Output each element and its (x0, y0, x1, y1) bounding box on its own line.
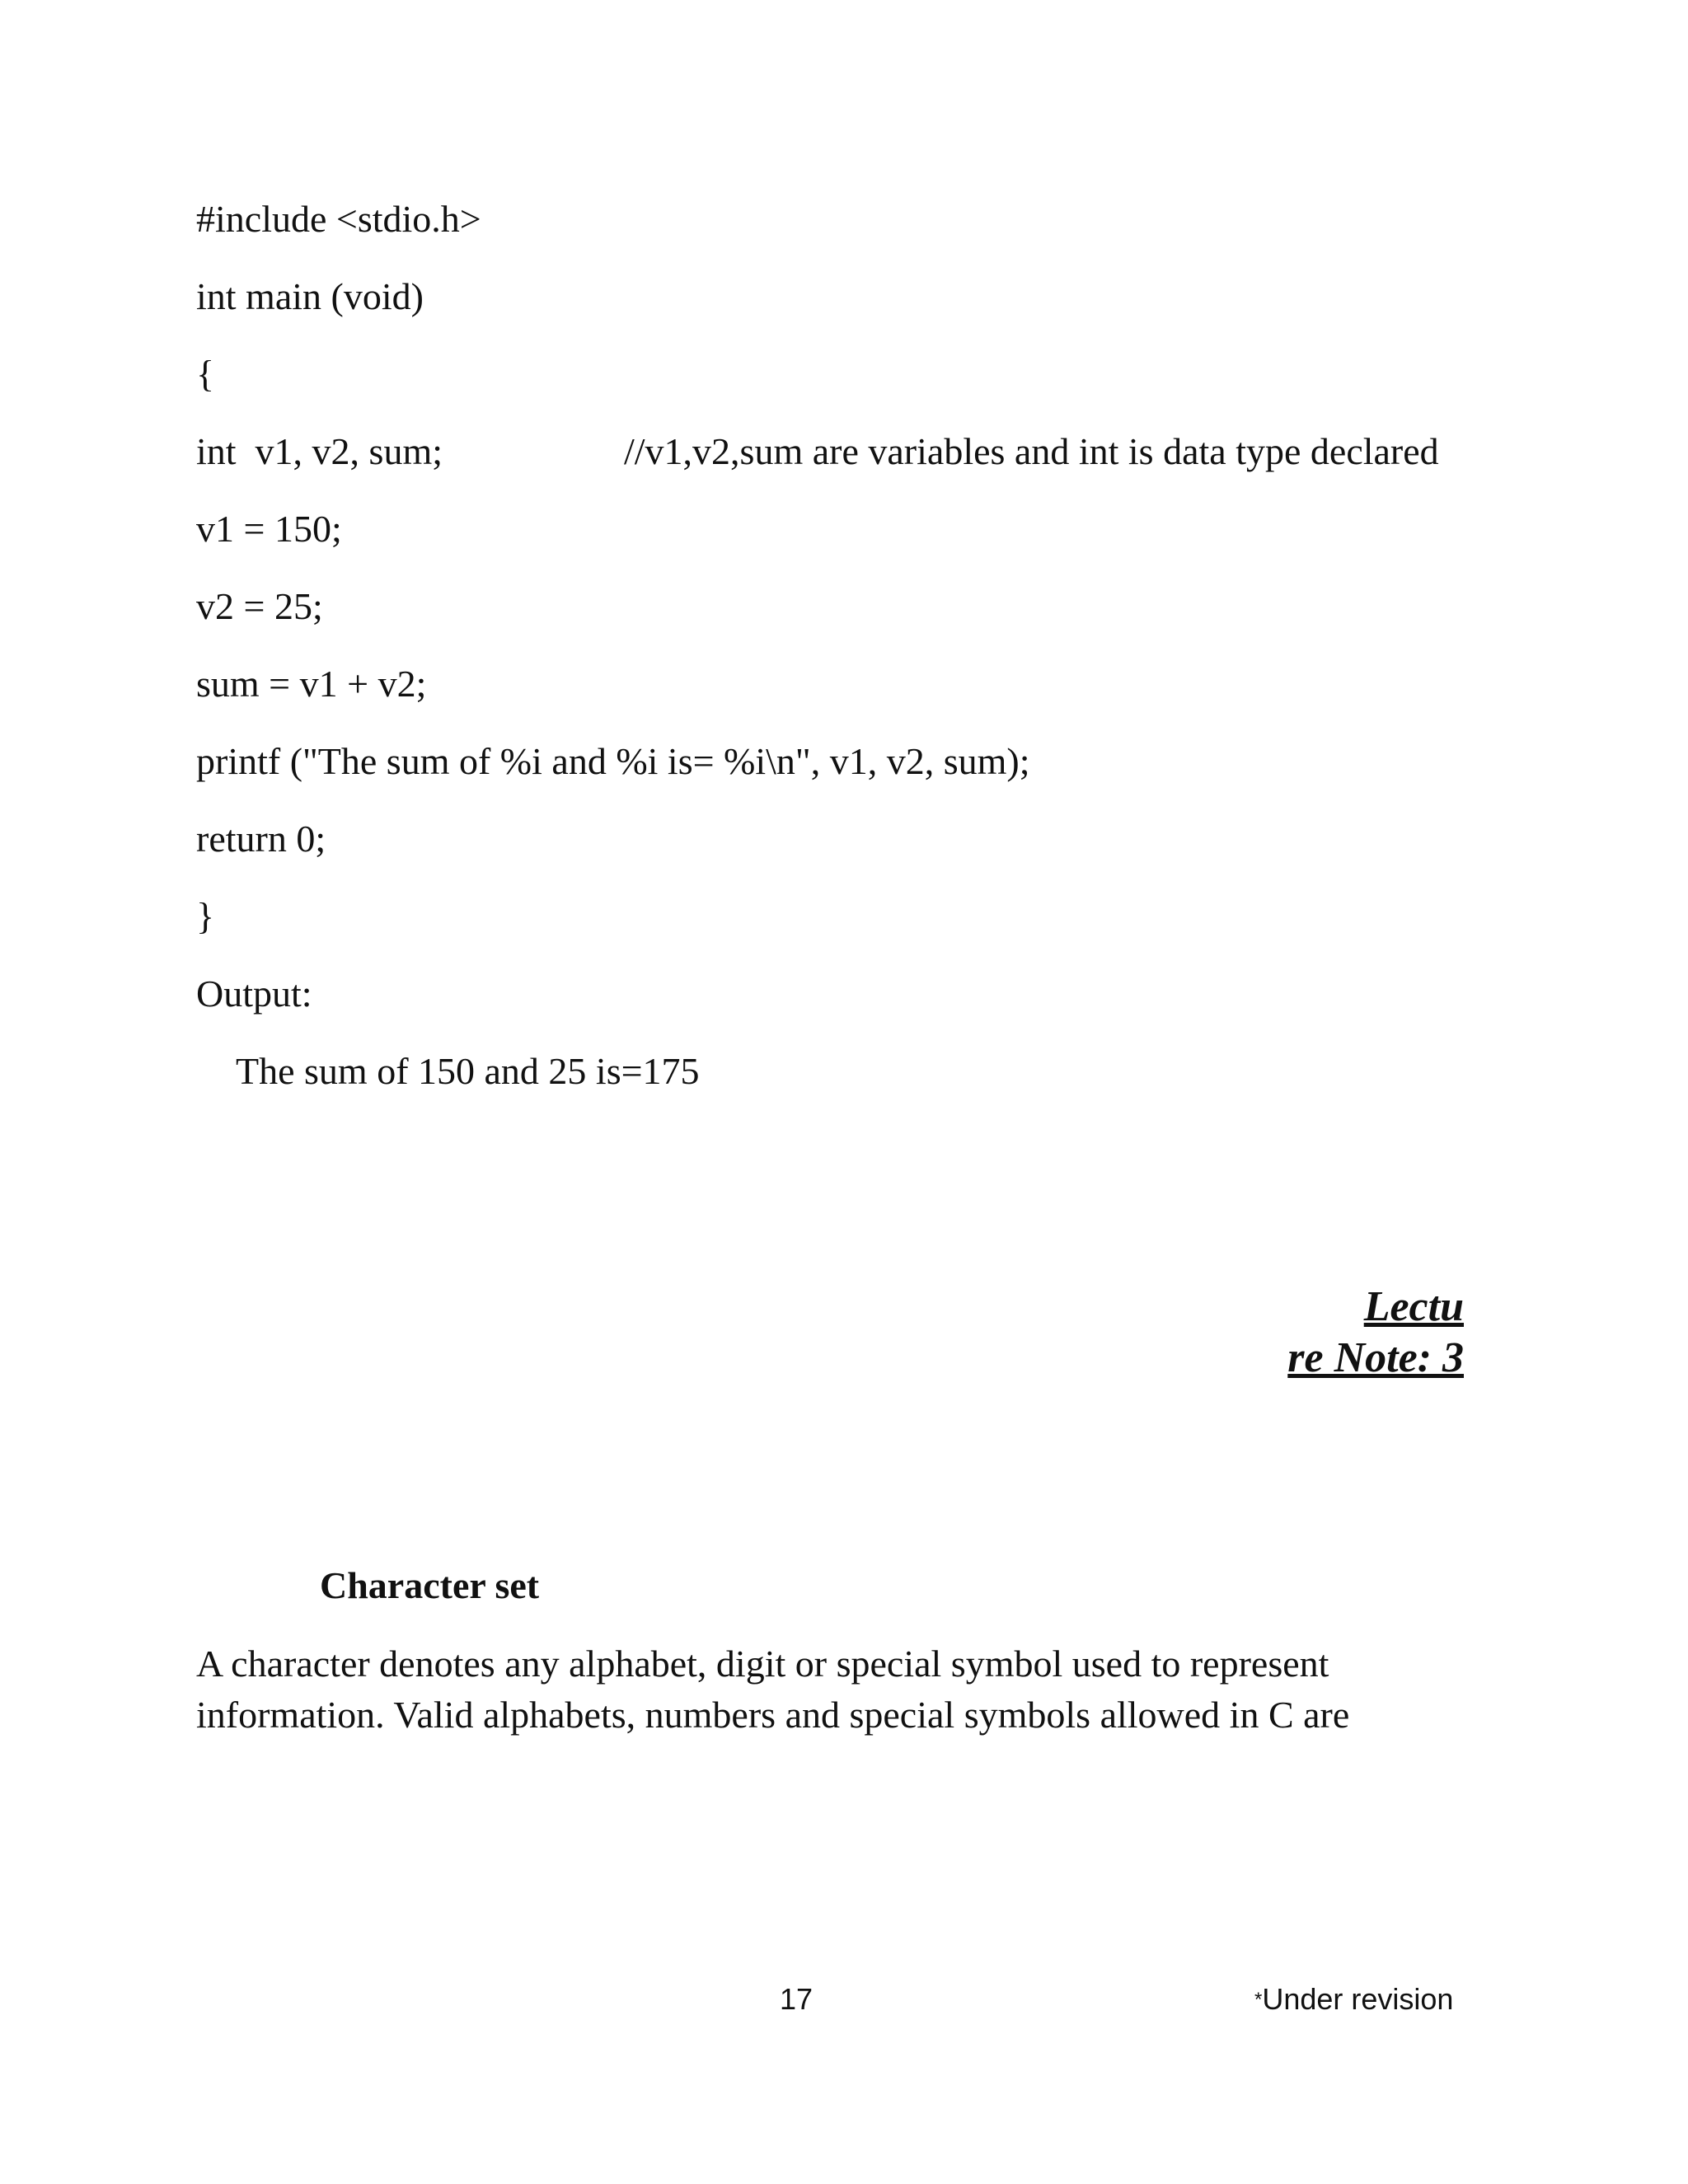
revision-star: * (1254, 1989, 1263, 2011)
output-label: Output: (196, 972, 312, 1015)
paragraph-line-1: A character denotes any alphabet, digit or special symbol used to represent (196, 1643, 1329, 1685)
code-line-sum: sum = v1 + v2; (196, 663, 427, 705)
code-line-declaration: int v1, v2, sum; (196, 430, 443, 472)
code-line-v2: v2 = 25; (196, 585, 323, 627)
page-number: 17 (780, 1982, 814, 2016)
revision-note (1254, 1981, 1453, 2018)
output-value: The sum of 150 and 25 is=175 (236, 1050, 700, 1092)
code-line-printf: printf ("The sum of %i and %i is= %i\n", v1, v2, sum); (196, 740, 1030, 782)
section-paragraph (196, 1638, 1482, 1741)
code-line-return: return 0; (196, 818, 326, 860)
section-heading: Character set (320, 1564, 540, 1606)
code-comment: //v1,v2,sum are variables and int is data type declared (624, 430, 1439, 472)
code-line-close-brace: } (196, 895, 215, 937)
paragraph-line-2: information. Valid alphabets, numbers and special symbols allowed in C are (196, 1694, 1350, 1736)
code-line-open-brace: { (196, 353, 215, 395)
lecture-note-line1: Lectu (1363, 1283, 1464, 1330)
code-line-main: int main (void) (196, 275, 424, 317)
code-line-v1: v1 = 150; (196, 508, 342, 550)
code-line-include: #include <stdio.h> (196, 198, 481, 240)
lecture-note-line2: re Note: 3 (1287, 1334, 1464, 1381)
lecture-note-heading (1287, 1282, 1464, 1384)
revision-text: Under revision (1262, 1982, 1454, 2016)
